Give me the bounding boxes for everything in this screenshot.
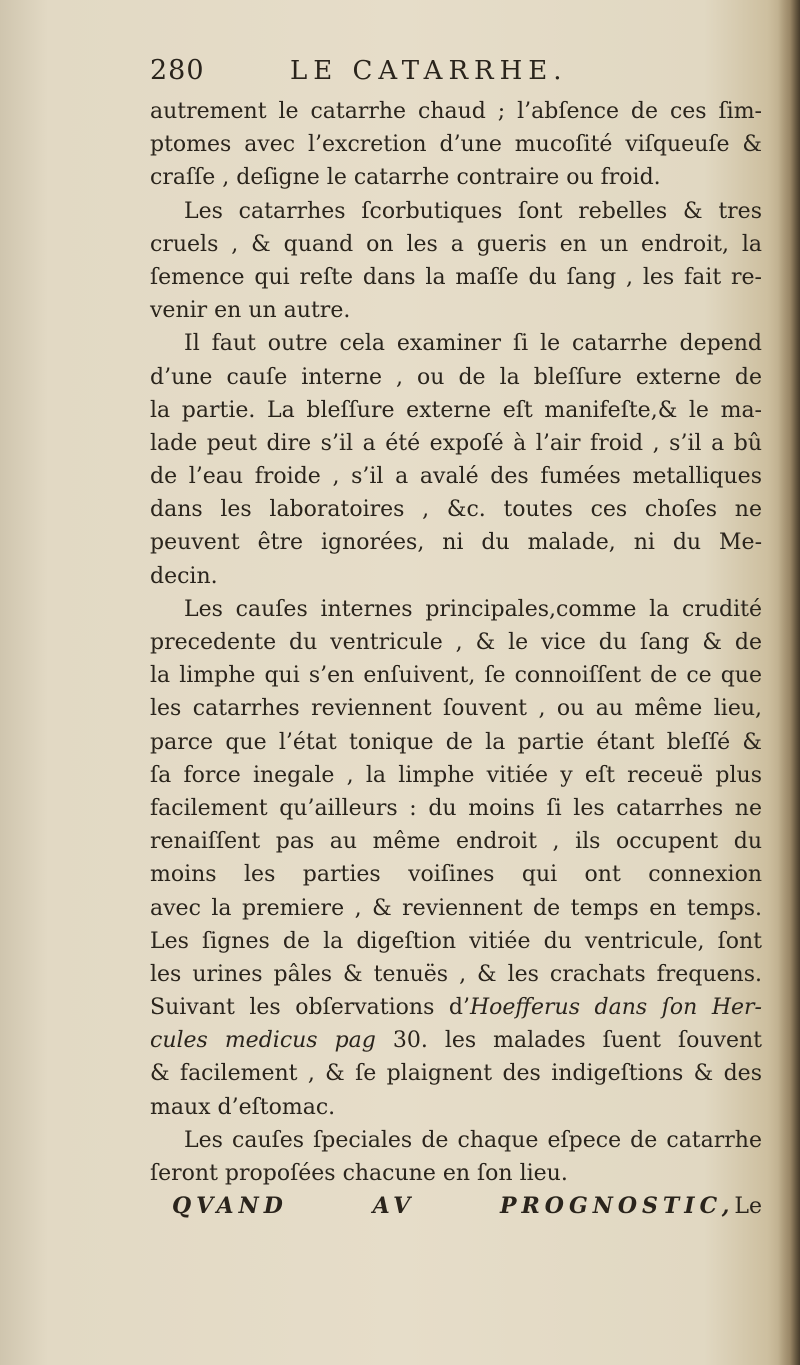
catchword: Le	[734, 1194, 762, 1220]
text-line: la partie. La bleſſure externe eſt manifeſte,& le ma-	[150, 397, 762, 423]
text-line: cruels , & quand on les a gueris en un endroit, la	[150, 231, 762, 257]
text-line: moins les parties voiſines qui ont connexion	[150, 862, 762, 888]
text-line: dans les laboratoires , &c. toutes ces choſes ne	[150, 497, 762, 523]
section-heading-line	[150, 1190, 762, 1223]
text-line	[150, 1024, 762, 1057]
text-line-with-citation	[150, 991, 762, 1024]
text-line: Il faut outre cela examiner ſi le catarrhe depend	[184, 331, 762, 357]
text-line: les urines pâles & tenuës , & les crachats frequens.	[150, 961, 762, 987]
page-binding-shadow	[778, 0, 800, 1365]
text-line: Les catarrhes ſcorbutiques ſont rebelles & tres	[184, 198, 762, 224]
running-title: LE CATARRHE.	[290, 56, 568, 86]
page-number: 280	[150, 55, 205, 86]
text-line: ſa force inegale , la limphe vitiée y eſt receuë plus	[150, 762, 762, 788]
text-line: renaiſſent pas au même endroit , ils occupent du	[150, 829, 762, 855]
text-line: ptomes avec l’excretion d’une mucoſité viſqueuſe &	[150, 132, 762, 158]
text-line: la limphe qui s’en enſuivent, ſe connoiſſent de ce que	[150, 663, 762, 689]
text-line: de l’eau froide , s’il a avalé des fumées metalliques	[150, 464, 762, 490]
text-fragment: 30. les malades ſuent ſouvent	[375, 1028, 762, 1054]
text-line: & facilement , & ſe plaignent des indigeſtions & des	[150, 1061, 762, 1087]
italic-citation-cont: cules medicus pag	[150, 1028, 376, 1054]
text-line: parce que l’état tonique de la partie étant bleſſé &	[150, 729, 762, 755]
section-heading: QVAND AV PROGNOSTIC,	[172, 1193, 735, 1220]
text-line: les catarrhes reviennent ſouvent , ou au même lieu,	[150, 696, 762, 722]
text-line: Les cauſes internes principales,comme la crudité	[184, 596, 762, 622]
text-line: peuvent être ignorées, ni du malade, ni du Me-	[150, 530, 762, 556]
text-line: avec la premiere , & reviennent de temps en temps.	[150, 895, 762, 921]
text-line: ſeront propoſées chacune en ſon lieu.	[150, 1161, 568, 1186]
text-fragment: Suivant les obſervations d’	[150, 995, 470, 1021]
text-line: Les cauſes ſpeciales de chaque eſpece de catarrhe	[184, 1127, 762, 1153]
running-head	[150, 55, 762, 95]
text-line: ſemence qui reſte dans la maſſe du ſang , les fait re-	[150, 264, 762, 290]
text-line: Les ſignes de la digeſtion vitiée du ventricule, ſont	[150, 928, 762, 954]
text-line: lade peut dire s’il a été expoſé à l’air froid , s’il a bû	[150, 430, 762, 456]
text-line: craſſe , deſigne le catarrhe contraire ou froid.	[150, 165, 661, 191]
italic-citation: Hoefferus dans ſon Her-	[469, 995, 762, 1021]
text-line: facilement qu’ailleurs : du moins ſi les catarrhes ne	[150, 795, 762, 821]
text-line: maux d’eſtomac.	[150, 1094, 336, 1120]
page-text	[150, 55, 762, 1223]
text-line: venir en un autre.	[150, 298, 351, 324]
text-line: d’une cauſe interne , ou de la bleſſure externe de	[150, 364, 762, 390]
text-line: precedente du ventricule , & le vice du ſang & de	[150, 630, 762, 655]
text-line: autrement le catarrhe chaud ; l’abſence de ces ſim-	[150, 99, 762, 124]
text-line: decin.	[150, 563, 218, 589]
